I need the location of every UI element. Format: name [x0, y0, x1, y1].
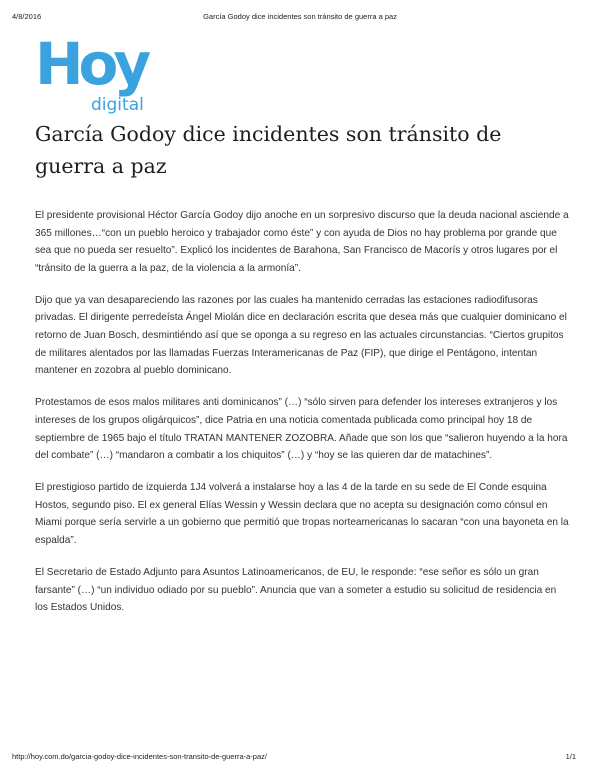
print-date: 4/8/2016: [12, 12, 42, 21]
article-headline: García Godoy dice incidentes son tránsito de guerra a paz: [35, 122, 502, 178]
article-paragraph: El Secretario de Estado Adjunto para Asuntos Latinoamericanos, de EU, le responde: “ese señor es sólo un gran farsante” (…) “un individuo odiado por su pueblo”. Anuncia que van a someter a estudio su solicitud de residencia en los Estados Unidos.: [35, 567, 557, 614]
print-page-title: García Godoy dice incidentes son tránsito de guerra a paz: [203, 12, 397, 21]
article-paragraph: Protestamos de esos malos militares anti dominicanos” (…) “sólo sirven para defender los intereses extranjeros y los intereses de los grupos oligárquicos”, dice Patria en una noticia comentada publicada como principal hoy 18 de septiembre de 1965 bajo el título TRATAN MANTENER ZOZOBRA. Añade que son los que “salieron huyendo a la hora del combate” (…) “mandaron a combatir a los chiquitos” (…) y “hoy se las quieren dar de matachines”.: [35, 397, 568, 462]
print-page-number: 1/1: [565, 752, 576, 761]
logo-main-text: Hoy: [35, 34, 147, 98]
print-footer: [0, 752, 600, 764]
article-paragraph: El prestigioso partido de izquierda 1J4 volverá a instalarse hoy a las 4 de la tarde en su sede de El Conde esquina Hostos, segundo piso. El ex general Elías Wessin y Wessin declara que no acepta su designación como cónsul en Miami porque sería servirle a un gobierno que permitió que tropas norteamericanas lo sacaran “con una bayoneta en la espalda”.: [35, 482, 569, 546]
article-paragraph: El presidente provisional Héctor García Godoy dijo anoche en un sorpresivo discurso que la deuda nacional asciende a 365 millones…“con un pueblo heroico y trabajador como éste” y con ayuda de Dios no hay problema por grande que sea que no pueda ser resuelto”. Explicó los incidentes de Barahona, San Francisco de Macorís y otros lugares por el “tránsito de la guerra a la paz, de la violencia a la armonía”.: [35, 210, 569, 274]
hoy-digital-logo[interactable]: [35, 34, 175, 114]
logo-sub-text: digital: [91, 95, 144, 114]
hoy-logo-graphic: [35, 34, 175, 114]
article-paragraph: Dijo que ya van desapareciendo las razones por las cuales ha mantenido cerradas las estaciones radiodifusoras privadas. El dirigente perredeísta Ángel Miolán dice en declaración escrita que desea más que cualquier dominicano el retorno de Juan Bosch, desmintiéndo así que se oponga a su regreso en las actuales circunstancias. “Ciertos grupitos de militares alentados por las llamadas Fuerzas Interamericanas de Paz (FIP), que dirige el Pentágono, intentan mantener en zozobra al pueblo dominicano.: [35, 294, 567, 377]
print-header: [0, 12, 600, 24]
article-body: [35, 207, 570, 631]
print-url[interactable]: http://hoy.com.do/garcia-godoy-dice-incidentes-son-transito-de-guerra-a-paz/: [12, 752, 267, 761]
